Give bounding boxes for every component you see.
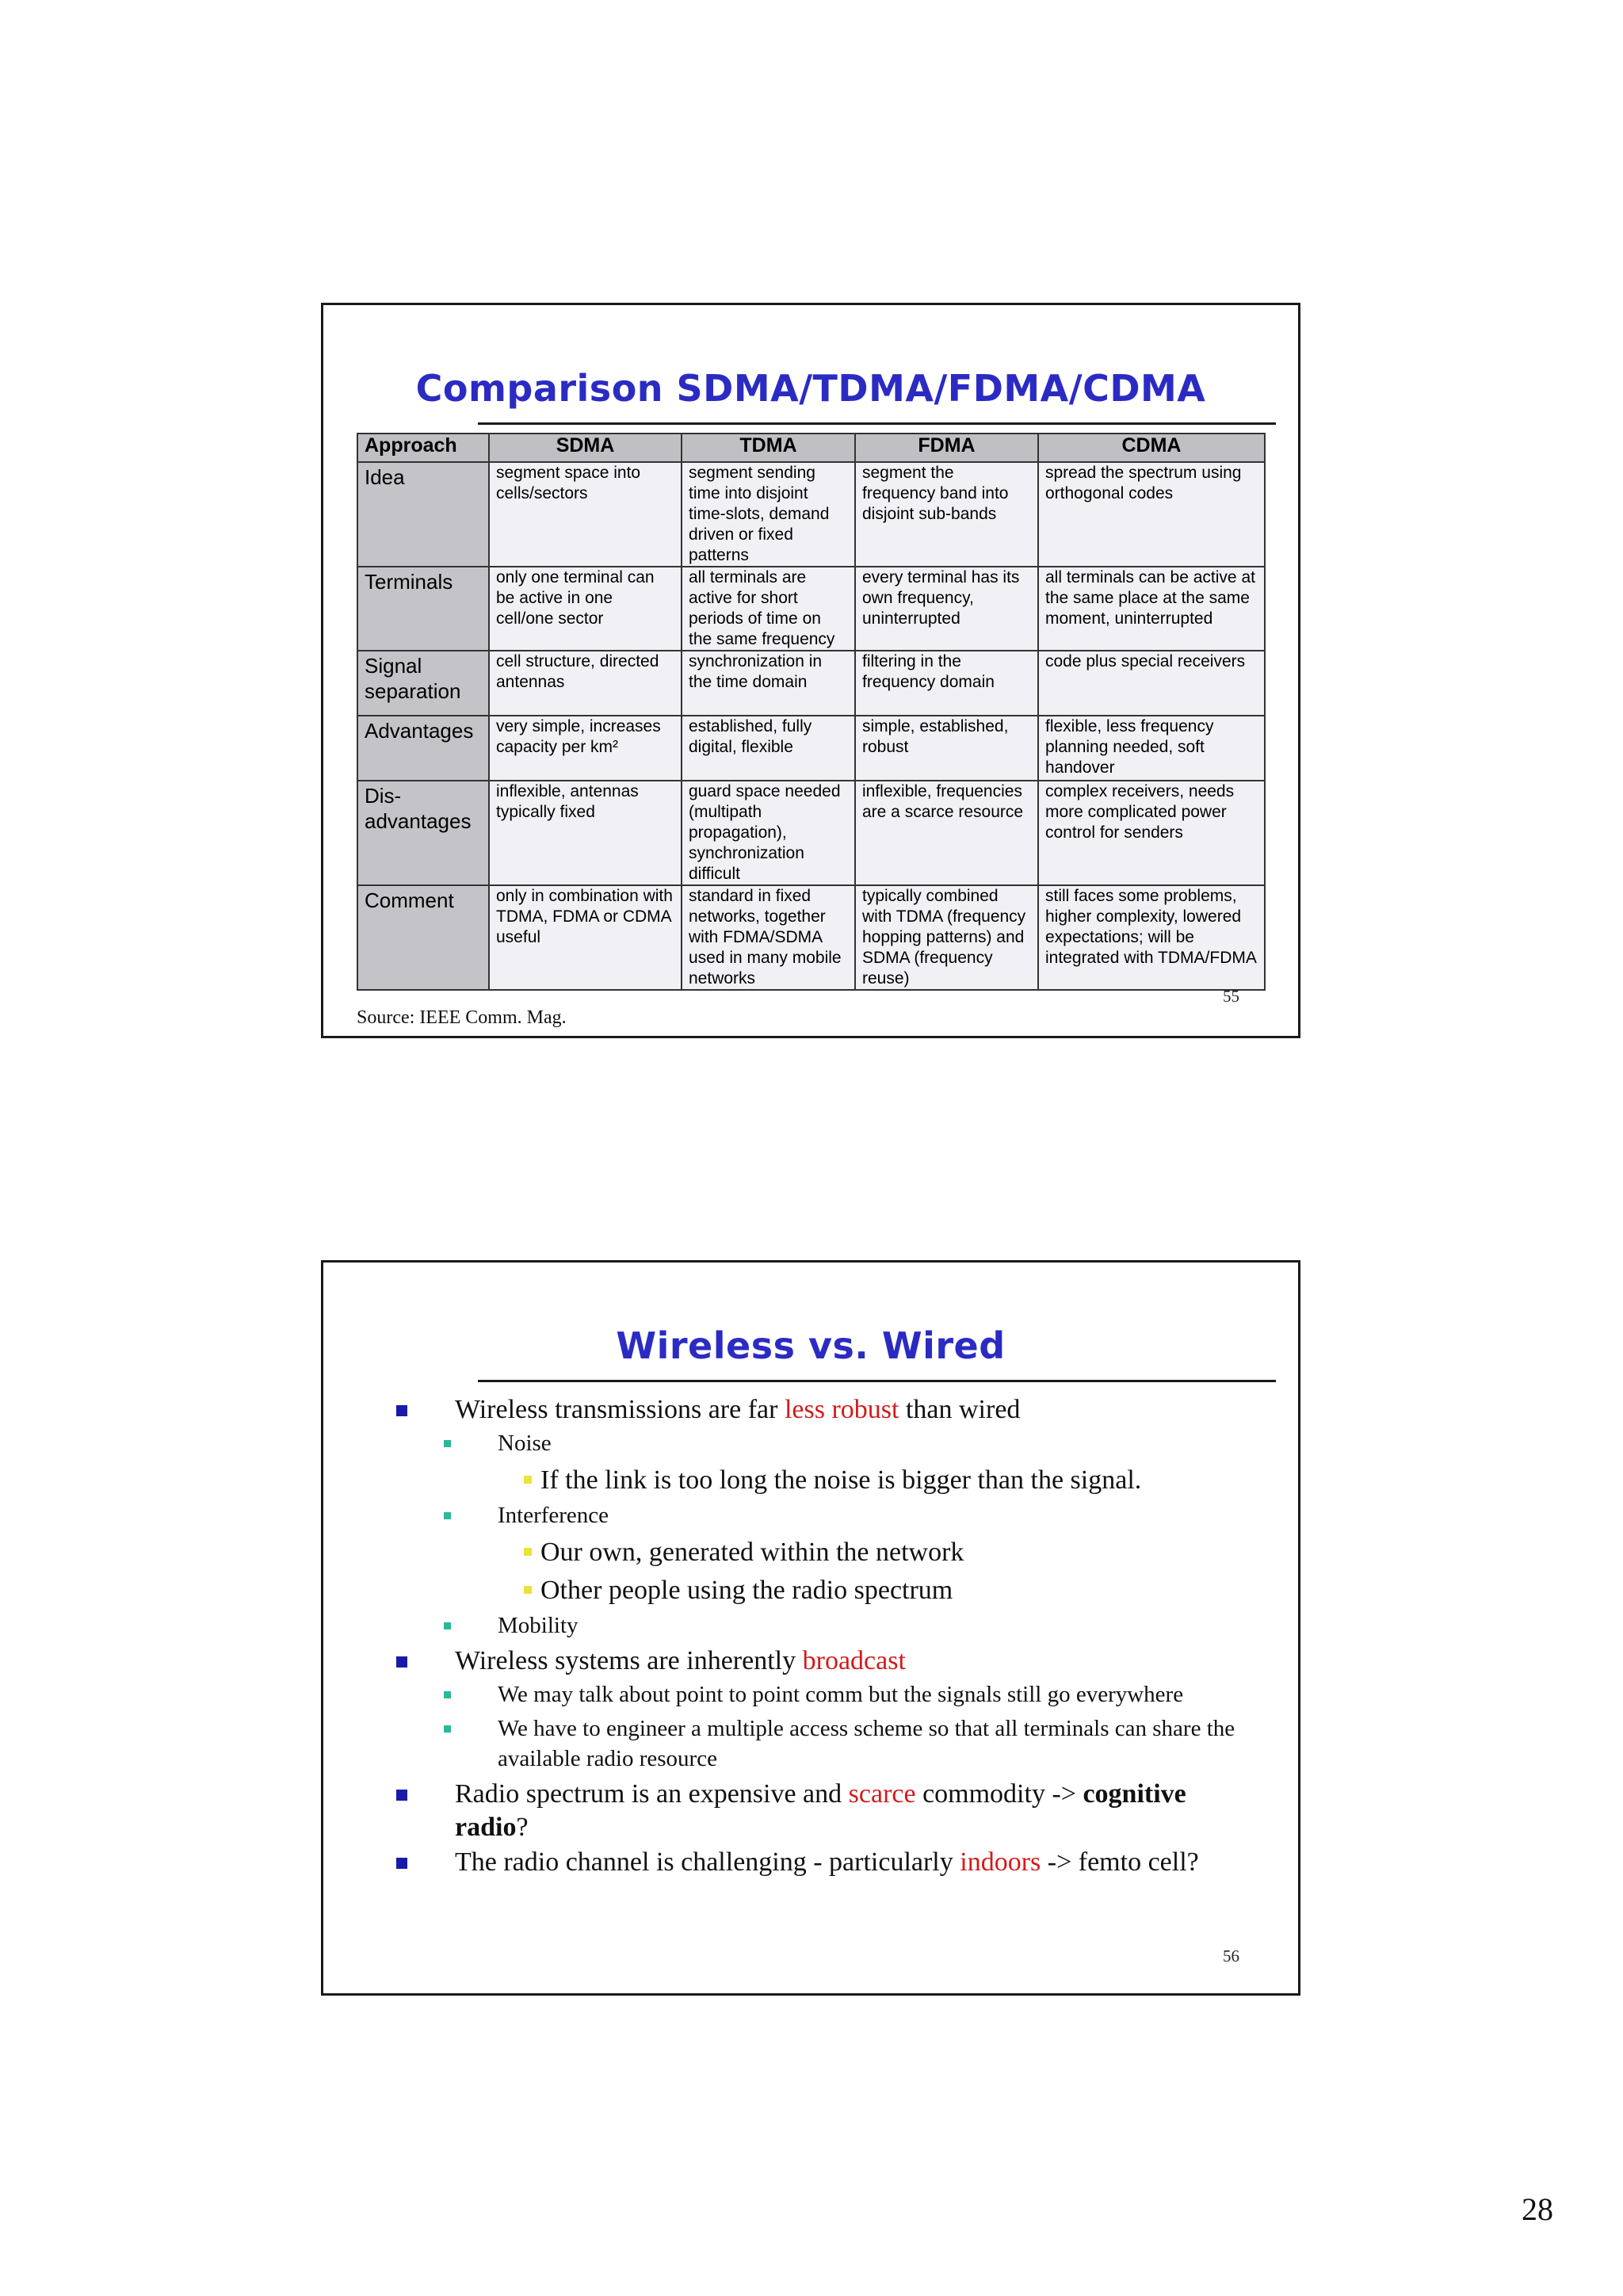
- table-cell: every terminal has its own frequency, uninterrupted: [855, 567, 1038, 651]
- square-bullet-icon: [444, 1725, 451, 1733]
- table-cell: segment the frequency band into disjoint sub-bands: [855, 462, 1038, 567]
- table-cell: established, fully digital, flexible: [682, 716, 855, 781]
- bullet-text: Other people using the radio spectrum: [540, 1576, 953, 1605]
- square-bullet-icon: [396, 1656, 407, 1668]
- table-cell: inflexible, antennas typically fixed: [489, 781, 682, 885]
- table-cell: typically combined with TDMA (frequency hopping patterns) and SDMA (frequency reuse): [855, 885, 1038, 990]
- square-bullet-icon: [444, 1512, 451, 1519]
- sub-sub-bullet: [388, 1572, 1244, 1608]
- bullet-text: We may talk about point to point comm but the signals still go everywhere: [498, 1682, 1184, 1707]
- slide-number: 56: [1223, 1946, 1239, 1966]
- square-bullet-icon: [396, 1858, 407, 1869]
- column-header: CDMA: [1038, 434, 1265, 462]
- bullet-text: Mobility: [498, 1613, 579, 1638]
- slide-number: 55: [1223, 987, 1239, 1006]
- bullet-text: Wireless systems are inherently: [455, 1646, 803, 1675]
- bullet-text: We have to engineer a multiple access scheme so that all terminals can share the available radio resource: [498, 1716, 1235, 1771]
- sub-bullet: [388, 1679, 1244, 1710]
- row-header: Advantages: [357, 716, 489, 781]
- table-header-row: [357, 434, 1265, 462]
- square-bullet-icon: [444, 1440, 451, 1447]
- table-cell: all terminals are active for short periods of time on the same frequency: [682, 567, 855, 651]
- square-bullet-icon: [396, 1405, 407, 1416]
- sub-bullet-interference: [388, 1500, 1244, 1530]
- table-cell: filtering in the frequency domain: [855, 651, 1038, 716]
- bullet-text: If the link is too long the noise is bigger than the signal.: [540, 1465, 1142, 1495]
- sub-bullet-mobility: [388, 1610, 1244, 1641]
- table-cell: only one terminal can be active in one cell/one sector: [489, 567, 682, 651]
- table-row: [357, 462, 1265, 567]
- sub-bullet-noise: [388, 1428, 1244, 1458]
- slide-56: [321, 1260, 1300, 1996]
- column-header: FDMA: [855, 434, 1038, 462]
- highlight-text: broadcast: [802, 1646, 906, 1675]
- row-header: Terminals: [357, 567, 489, 651]
- table-cell: standard in fixed networks, together with FDMA/SDMA used in many mobile networks: [682, 885, 855, 990]
- table-row: [357, 716, 1265, 781]
- bullet-robustness: [388, 1393, 1244, 1427]
- column-header: TDMA: [682, 434, 855, 462]
- comparison-table: [357, 433, 1266, 991]
- table-cell: complex receivers, needs more complicated power control for senders: [1038, 781, 1265, 885]
- bold-text: cognitive radio: [455, 1779, 1186, 1842]
- bullet-text: commodity ->: [915, 1779, 1083, 1809]
- bullet-text: Interference: [498, 1503, 609, 1528]
- table-row: [357, 651, 1265, 716]
- highlight-text: scarce: [848, 1779, 916, 1809]
- table-cell: segment space into cells/sectors: [489, 462, 682, 567]
- table-cell: guard space needed (multipath propagation), synchronization difficult: [682, 781, 855, 885]
- column-header: Approach: [357, 434, 489, 462]
- table-cell: code plus special receivers: [1038, 651, 1265, 716]
- highlight-text: indoors: [960, 1847, 1041, 1877]
- slide-55: [321, 303, 1300, 1038]
- table-cell: still faces some problems, higher complexity, lowered expectations; will be integrated with TDMA/FDMA: [1038, 885, 1265, 990]
- table-cell: cell structure, directed antennas: [489, 651, 682, 716]
- table-row: [357, 885, 1265, 990]
- table-cell: flexible, less frequency planning needed, soft handover: [1038, 716, 1265, 781]
- table-cell: synchronization in the time domain: [682, 651, 855, 716]
- source-note: Source: IEEE Comm. Mag.: [357, 1007, 567, 1028]
- bullet-text: than wired: [899, 1395, 1021, 1424]
- square-bullet-icon: [396, 1790, 407, 1801]
- square-bullet-icon: [444, 1622, 451, 1629]
- table-cell: simple, established, robust: [855, 716, 1038, 781]
- bullet-text: ?: [516, 1813, 529, 1842]
- sub-bullet: [388, 1713, 1244, 1774]
- table-cell: segment sending time into disjoint time-slots, demand driven or fixed patterns: [682, 462, 855, 567]
- square-bullet-icon: [524, 1476, 532, 1484]
- slide-title: Wireless vs. Wired: [616, 1324, 1006, 1367]
- table-cell: all terminals can be active at the same place at the same moment, uninterrupted: [1038, 567, 1265, 651]
- bullet-text: Radio spectrum is an expensive and: [455, 1779, 849, 1809]
- table-row: [357, 781, 1265, 885]
- table-cell: spread the spectrum using orthogonal codes: [1038, 462, 1265, 567]
- row-header: Dis-advantages: [357, 781, 489, 885]
- bullet-channel: [388, 1846, 1244, 1879]
- title-divider: [478, 1380, 1276, 1382]
- table-row: [357, 567, 1265, 651]
- table-cell: very simple, increases capacity per km²: [489, 716, 682, 781]
- table-cell: only in combination with TDMA, FDMA or CDMA useful: [489, 885, 682, 990]
- bullet-text: Wireless transmissions are far: [455, 1395, 785, 1424]
- bullet-spectrum: [388, 1778, 1244, 1844]
- bullet-text: Noise: [498, 1431, 552, 1456]
- square-bullet-icon: [444, 1691, 451, 1698]
- highlight-text: less robust: [784, 1395, 899, 1424]
- sub-sub-bullet: [388, 1462, 1244, 1498]
- page-number: 28: [1522, 2191, 1553, 2227]
- bullet-text: -> femto cell?: [1041, 1847, 1199, 1877]
- square-bullet-icon: [524, 1548, 532, 1556]
- row-header: Idea: [357, 462, 489, 567]
- title-divider: [478, 422, 1276, 425]
- row-header: Comment: [357, 885, 489, 990]
- bullet-broadcast: [388, 1645, 1244, 1678]
- bullet-text: Our own, generated within the network: [540, 1538, 964, 1567]
- bullet-list: [388, 1393, 1244, 1881]
- square-bullet-icon: [524, 1586, 532, 1594]
- bullet-text: The radio channel is challenging - particularly: [455, 1847, 960, 1877]
- row-header: Signal separation: [357, 651, 489, 716]
- sub-sub-bullet: [388, 1534, 1244, 1570]
- column-header: SDMA: [489, 434, 682, 462]
- table-cell: inflexible, frequencies are a scarce resource: [855, 781, 1038, 885]
- slide-title: Comparison SDMA/TDMA/FDMA/CDMA: [415, 367, 1206, 410]
